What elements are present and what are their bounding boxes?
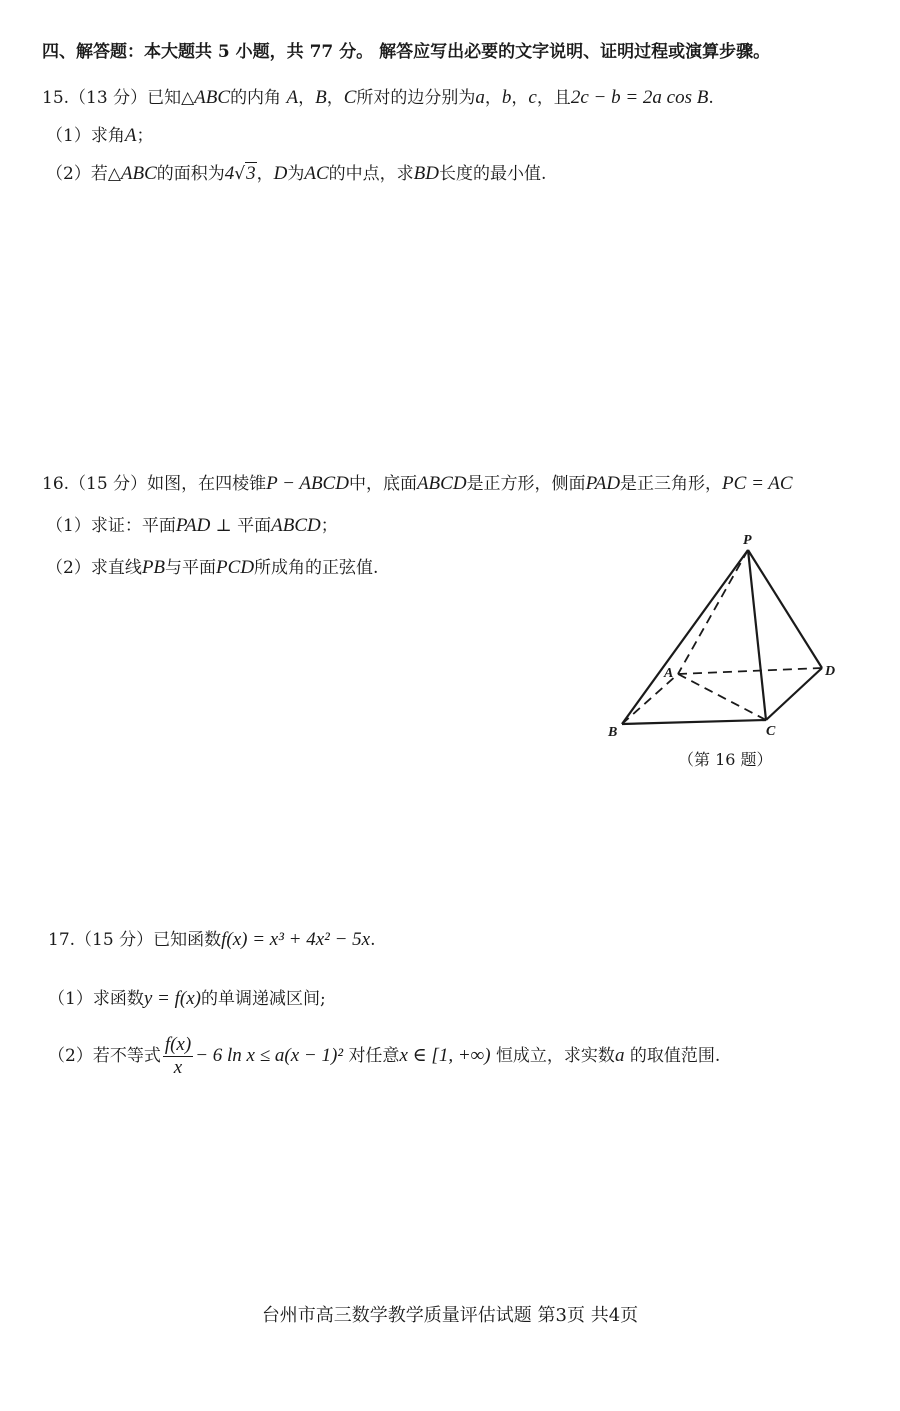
edge-AC-hidden xyxy=(678,674,766,720)
edge-PB xyxy=(622,550,748,724)
edge-AD-hidden xyxy=(678,668,822,674)
label-D: D xyxy=(825,664,836,679)
q15-stem: 15.（13 分）已知△ABC的内角 A，B，C所对的边分别为a，b，c，且2c − b = 2a cos B. xyxy=(42,87,714,108)
q17-function: f(x) = x³ + 4x² − 5x xyxy=(221,929,371,950)
q16-part1: （1）求证：平面PAD ⊥ 平面ABCD； xyxy=(46,515,338,536)
q15-part1: （1）求角A； xyxy=(46,125,154,146)
q17-part2: （2）若不等式 $\frac{f(x)}{x}$ − 6 ln x ≤ a(x − 1)² 对任意x ∈ [1, +∞) 恒成立，求实数a 的取值范围. xyxy=(48,1034,721,1078)
label-A: A xyxy=(664,666,674,681)
q17-part1: （1）求函数y = f(x)的单调递减区间; xyxy=(48,988,326,1009)
q17-stem: 17.（15 分）已知函数f(x) = x³ + 4x² − 5x. xyxy=(48,929,376,950)
edge-CD xyxy=(766,668,822,720)
q15-points: （13 分） xyxy=(69,88,148,108)
q17-points: （15 分） xyxy=(75,930,154,950)
q16-part2: （2）求直线PB与平面PCD所成角的正弦值. xyxy=(46,557,379,578)
q16-condition: PC = AC xyxy=(722,473,793,494)
pyramid-figure xyxy=(600,528,850,778)
q15-condition: 2c − b = 2a cos B xyxy=(570,87,709,108)
q16-points: （15 分） xyxy=(69,474,148,494)
figure-caption: （第 16 题） xyxy=(678,750,773,769)
q16-stem: 16.（15 分）如图，在四棱锥P − ABCD中，底面ABCD是正方形，侧面PAD是正三角形，PC = AC xyxy=(42,473,793,494)
fraction: $\frac{f(x)}{x}$ xyxy=(164,1034,192,1078)
label-P: P xyxy=(743,533,752,548)
label-C: C xyxy=(766,724,776,739)
edge-BA-hidden xyxy=(622,674,678,724)
q15-area: 4√3 xyxy=(224,163,256,184)
page-footer: 台州市高三数学教学质量评估试题 第3页 共4页 xyxy=(261,1305,639,1326)
edge-BC xyxy=(622,720,766,724)
q17-number: 17. xyxy=(48,930,76,950)
q16-number: 16. xyxy=(42,474,70,494)
q15-part2: （2）若△ABC的面积为4√3，D为AC的中点，求BD长度的最小值. xyxy=(46,163,547,184)
section-header: 四、解答题：本大题共 5 小题，共 77 分。 解答应写出必要的文字说明、证明过程或演算步骤。 xyxy=(42,42,771,62)
q15-number: 15. xyxy=(42,88,70,108)
edge-PA-hidden xyxy=(678,550,748,674)
label-B: B xyxy=(608,725,618,740)
